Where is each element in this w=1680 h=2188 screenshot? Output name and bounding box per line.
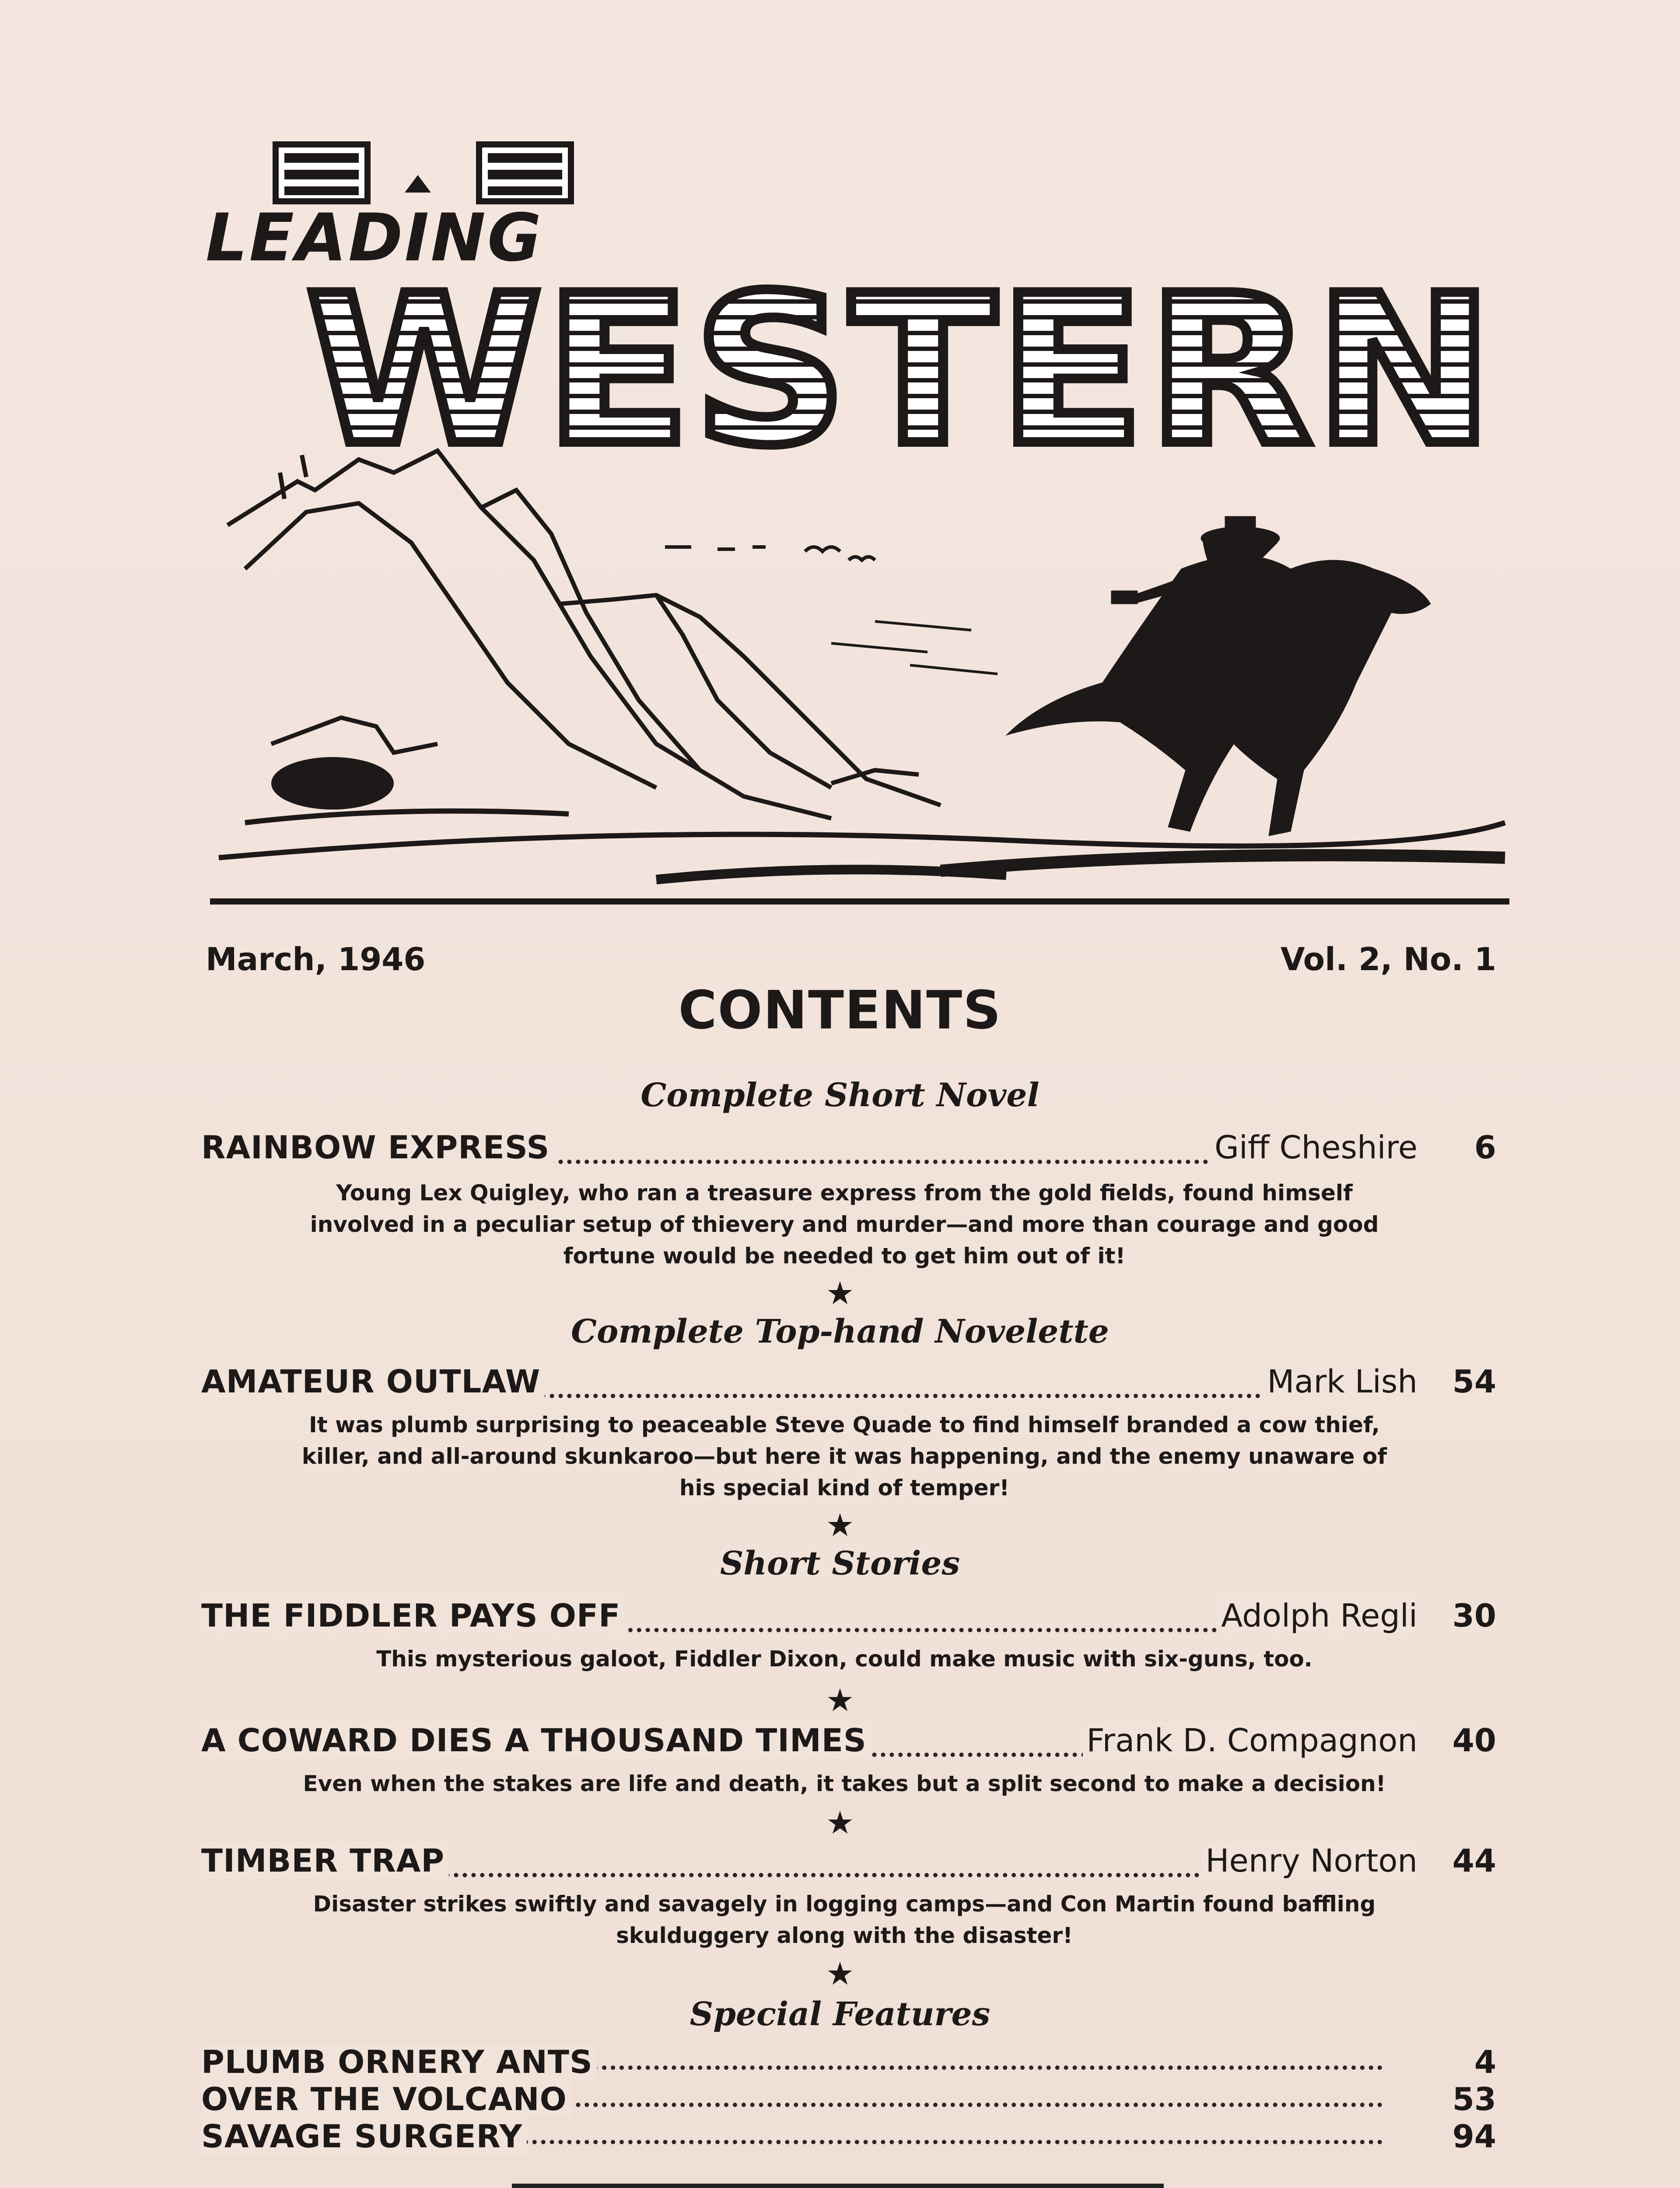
masthead-illustration: [0, 0, 1680, 915]
entry-title: AMATEUR OUTLAW: [201, 1363, 545, 1400]
publisher-mark: [276, 144, 571, 201]
entry-description: Even when the stakes are life and death, it takes but a split second to make a decision!: [303, 1771, 1386, 1796]
section-heading: Complete Short Novel: [640, 1076, 1040, 1114]
entry-description: It was plumb surprising to peaceable Steve Quade to find himself branded a cow thief, killer, and all-around skunkaroo—but here it was happening, and the enemy unaware of his special kind of temper!: [301, 1412, 1387, 1501]
star-divider: ★: [826, 1804, 854, 1841]
toc-entry[interactable]: [201, 1363, 1496, 1411]
issue-date: March, 1946: [206, 941, 426, 978]
star-divider: ★: [826, 1955, 854, 1992]
star-divider: ★: [826, 1682, 854, 1718]
entry-title: OVER THE VOLCANO: [201, 2081, 571, 2118]
entry-title: SAVAGE SURGERY: [201, 2118, 527, 2155]
entry-title: RAINBOW EXPRESS: [201, 1129, 554, 1166]
horse-and-rider: [1006, 516, 1431, 836]
entry-page: 6: [1474, 1129, 1496, 1166]
contents-title: CONTENTS: [678, 980, 1002, 1041]
landscape-ground: [210, 811, 1509, 901]
entry-title: A COWARD DIES A THOUSAND TIMES: [201, 1722, 871, 1759]
toc-entry[interactable]: [201, 2081, 1496, 2120]
toc-entry[interactable]: [201, 1722, 1496, 1770]
entry-description: Young Lex Quigley, who ran a treasure express from the gold fields, found himself involved in a peculiar setup of thievery and murder—and more than courage and good fortune would be needed to get him out of it!: [310, 1180, 1379, 1269]
entry-author: Henry Norton: [1202, 1842, 1418, 1879]
star-divider: ★: [826, 1275, 854, 1311]
entry-page: 30: [1452, 1597, 1496, 1634]
desert-bush: [271, 757, 394, 810]
entry-author: Frank D. Compagnon: [1083, 1722, 1418, 1759]
footer-rule: [512, 2184, 1164, 2188]
entry-page: 40: [1452, 1722, 1496, 1759]
birds: [665, 547, 875, 560]
toc-entry[interactable]: [201, 1842, 1496, 1890]
entry-description: This mysterious galoot, Fiddler Dixon, could make music with six-guns, too.: [376, 1646, 1312, 1672]
toc-entry[interactable]: [201, 1129, 1496, 1177]
entry-page: 44: [1452, 1842, 1496, 1879]
entry-title: TIMBER TRAP: [201, 1842, 449, 1879]
entry-author: Giff Cheshire: [1211, 1129, 1418, 1166]
masthead-title: WESTERN: [306, 251, 1497, 491]
entry-author: Adolph Regli: [1218, 1597, 1418, 1634]
entry-page: 54: [1452, 1363, 1496, 1400]
toc-entry[interactable]: [201, 2118, 1496, 2157]
masthead-leading: LEADING: [206, 200, 543, 276]
section-heading: Short Stories: [720, 1545, 960, 1582]
section-heading: Complete Top-hand Novelette: [571, 1313, 1109, 1350]
toc-entry[interactable]: [201, 2044, 1496, 2083]
entry-title: PLUMB ORNERY ANTS: [201, 2044, 597, 2080]
trail-lines: [831, 621, 998, 674]
entry-page: 4: [1474, 2044, 1496, 2080]
star-divider: ★: [826, 1507, 854, 1543]
entry-title: THE FIDDLER PAYS OFF: [201, 1597, 625, 1634]
entry-page: 94: [1452, 2118, 1496, 2155]
issue-number: Vol. 2, No. 1: [1280, 941, 1496, 978]
toc-entry[interactable]: [201, 1597, 1496, 1645]
entry-description: Disaster strikes swiftly and savagely in logging camps—and Con Martin found baffling skulduggery along with the disaster!: [313, 1891, 1376, 1948]
section-heading: Special Features: [690, 1995, 990, 2033]
entry-page: 53: [1452, 2081, 1496, 2118]
entry-author: Mark Lish: [1264, 1363, 1418, 1400]
